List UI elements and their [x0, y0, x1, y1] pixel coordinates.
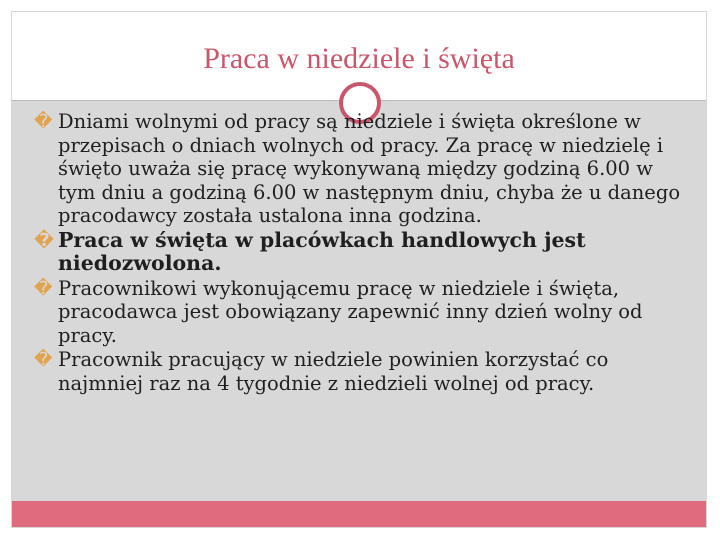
slide-title: Praca w niedziele i święta [203, 42, 515, 75]
bullet-list [16, 110, 696, 396]
bullet-text: Pracownikowi wykonującemu pracę w niedziele i święta, pracodawca jest obowiązany zapewnić inny dzień wolny od pracy. [58, 276, 643, 347]
bullet-item [16, 348, 696, 395]
bullet-marker-icon: � [34, 229, 55, 251]
bullet-item [16, 229, 696, 276]
bullet-marker-icon: � [34, 111, 53, 132]
bullet-marker-icon: � [34, 349, 53, 370]
footer-bar [12, 501, 706, 527]
bullet-item [16, 277, 696, 348]
bullet-text: Praca w święta w placówkach handlowych jest niedozwolona. [58, 227, 586, 275]
bullet-item [16, 110, 696, 228]
slide [11, 11, 707, 528]
bullet-marker-icon: � [34, 277, 53, 299]
bullet-text: Pracownik pracujący w niedziele powinien korzystać co najmniej raz na 4 tygodnie z niedzieli wolnej od pracy. [58, 348, 609, 395]
bullet-text: Dniami wolnymi od pracy są niedziele i święta określone w przepisach o dniach wolnych od pracy. Za pracę w niedzielę i święto uważa się pracę wykonywaną między godziną 6.00 w tym dniu a godziną 6.00 w następnym dniu, chyba że u danego pracodawcy została ustalona inna godzina. [58, 110, 681, 227]
